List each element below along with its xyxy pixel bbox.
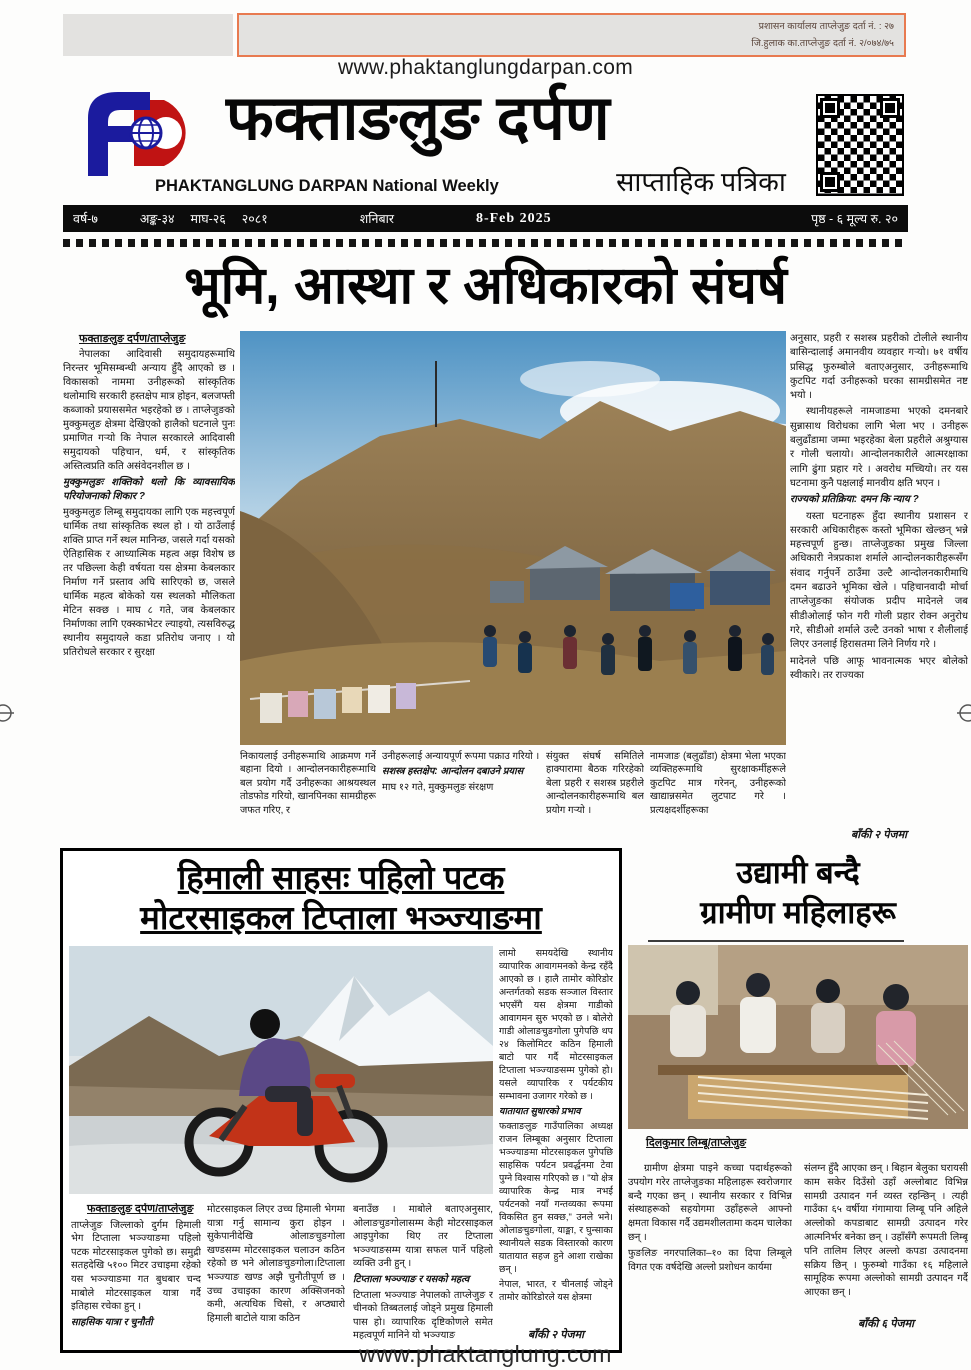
- story1-column-5: [650, 750, 786, 844]
- dateline-en-date: 8-Feb 2025: [475, 210, 552, 226]
- story3-col1-p1: ग्रामीण क्षेत्रमा पाइने कच्चा पदार्थहरूको उपयोग गरेर ताप्लेजुङका महिलाहरू स्वरोजगार बन्दै गएका छन् । स्थानीय सरकार र विभिन्न संस्थाहरूको सहयोगमा उहाँहरूले आफ्नो क्षमता विकास गर्दै उद्यमशीलतामा कदम चालेका छन् ।: [628, 1163, 792, 1243]
- story1-below-c4: नामजाङ (बलुढाँडा) क्षेत्रमा भेला भएका व्यक्तिहरूमाथि सुरक्षाकर्मीहरूले कुटपिट मात्र गरेनन्, उनीहरूको खाद्यान्नसमेत लुटपाट गरे । प्रत्यक्षदर्शीहरूका: [650, 751, 786, 816]
- story2-c-p2: टिप्ताला भञ्ज्याङ नेपालको ताप्लेजुङ र चीनको तिब्बतलाई जोड्ने प्रमुख हिमाली पास हो। व्यापारिक दृष्टिकोणले समेत महत्वपूर्ण मानिने यो भञ्ज्याङ: [353, 1289, 493, 1341]
- website-url-top: www.phaktanglungdarpan.com: [338, 56, 633, 79]
- story1-photo-mountain-village: [240, 331, 786, 745]
- registration-line-2: जि.हुलाक का.ताप्लेजुङ दर्ता नं. २/०७४/७५: [751, 38, 894, 49]
- top-strip-blank: [63, 14, 233, 56]
- scan-mark-right-icon: [957, 702, 971, 729]
- dateline-np-year: २०८१: [241, 212, 268, 226]
- story2-headline: [63, 858, 619, 937]
- story2-d-p3: नेपाल, भारत, र चीनलाई जोड्ने तामोर कोरिडोरले यस क्षेत्रमा: [499, 1278, 613, 1302]
- story3-photo-women-weaving: [628, 945, 968, 1129]
- story2-column-c: [353, 1203, 493, 1341]
- story1-below-c2-p2: माघ १२ गते, मुक्कुमलुङ संरक्षण: [382, 781, 494, 793]
- story2-headline-line1: हिमाली साहसः पहिलो पटक: [177, 859, 505, 896]
- story1-headline: भूमि, आस्था र अधिकारको संघर्ष: [184, 257, 787, 315]
- story2-c-p1: बनाउँछ । माबोले बताएअनुसार, ओलाङचुङगोलासम्म केही मोटरसाइकल आइपुगेका थिए तर टिप्ताला भञ्ज्याङसम्म यात्रा सफल पार्ने पहिलो व्यक्ति उनी हुन् ।: [353, 1204, 493, 1270]
- qr-finder-top-right: [880, 98, 900, 118]
- story3-byline-row: [630, 1136, 968, 1158]
- dateline-year: वर्ष-७: [73, 212, 98, 226]
- story3-col2-p1: संलग्न हुँदै आएका छन् । बिहान बेलुका घरायसी काम सकेर दिउँसो उहाँ अल्लोबाट विभिन्न सामग्री उत्पादन गर्न व्यस्त रहन्छिन् । त्यही गाउँका ६५ वर्षीया गंगामाया लिम्बू पनि अहिले अल्लोको कपडाबाट सामग्री उत्पादन गरेर आत्मनिर्भर बनेका छन् । उहाँसँगै रूपमती लिम्बू पनि तालिम लिएर अल्लो कपडा उत्पादनमा सक्रिय छिन् । फुरुम्बो गाउँका १६ महिलाले सामूहिक रूपमा अल्लोको सामग्री उत्पादन गर्दै आएका छन् ।: [804, 1163, 968, 1299]
- story2-d-p1: लामो समयदेखि स्थानीय व्यापारिक आवागमनको केन्द्र रहँदै आएको छ । हालै तामोर कोरिडोर अन्तर्गतको सडक सञ्जाल विस्तार भएसँगै यस क्षेत्रमा गाडीको आवागमन सुरु भएको छ । बोलेरो गाडी ओलाङचुङगोला पुगेपछि थप २४ किलोमिटर कठिन हिमाली बाटो पार गर्दै मोटरसाइकल टिप्ताला भञ्ज्याङसम्म पुगेको हो। यसले व्यापारिक र पर्यटकीय सम्भावना उजागर गरेको छ ।: [499, 947, 613, 1101]
- story1-below-c1: निकायलाई उनीहरूमाथि आक्रमण गर्ने बहाना दियो । आन्दोलनकारीहरूमाथि बल प्रयोग गर्दै उनीहरूका आश्रयस्थल तोडफोड गरियो, खानपिनका सामग्रीहरू जफत गरिए, र: [240, 751, 376, 816]
- story2-column-d-text: [499, 946, 613, 1323]
- story3-column-1: [628, 1162, 792, 1334]
- dateline-page-price: पृष्ठ - ६ मूल्य रु. २०: [811, 212, 898, 226]
- story3-headline-rule: [648, 940, 904, 942]
- scan-mark-left-icon: [0, 702, 14, 729]
- story1-byline: फक्ताङलुङ दर्पण/ताप्लेजुङ: [79, 333, 186, 345]
- story3-continued-note: बाँकी ६ पेजमा: [857, 1318, 915, 1331]
- registration-box: [237, 13, 906, 57]
- story2-continued-note: बाँकी २ पेजमा: [527, 1329, 585, 1341]
- website-url-bottom: www.phaktanglung.com: [359, 1341, 612, 1367]
- story3-columns: [628, 1162, 968, 1334]
- story2-b: मोटरसाइकल लिएर उच्च हिमाली भेगमा यात्रा गर्नु सामान्य कुरा होइन । सुकेपानीदेखि ओलाङचुङगोला खण्डसम्म मोटरसाइकल चलाउन कठिन रहेको छ भने ओलाङचुङगोला।टिप्ताला भञ्ज्याङ खण्ड अझै चुनौतीपूर्ण छ । उच्च उचाइका कारण अक्सिजनको कमी, अत्यधिक चिसो, र अप्ठ्यारो हिमाली बाटोले यात्रा कठिन: [207, 1204, 345, 1324]
- story3-headline-line1: उद्यामी बन्दै: [736, 855, 860, 890]
- masthead-title: फक्ताङलुङ दर्पण: [226, 84, 610, 153]
- dateline-np-month: माघ-२६: [190, 212, 226, 226]
- masthead-tagline-np: साप्ताहिक पत्रिका: [616, 167, 786, 197]
- story1-column-2: [240, 750, 376, 844]
- fd-logo-icon: [74, 84, 224, 182]
- story1-below-c3: संयुक्त संघर्ष समितिले हाक्पारामा बैठक गरिरहेको बेला प्रहरी र सशस्त्र प्रहरीले आन्दोलनकारीहरूमाथि बल प्रयोग गर्‍यो ।: [546, 751, 644, 816]
- story1-continued-note: बाँकी २ पेजमा: [850, 828, 908, 841]
- rider-helmet: [250, 1009, 280, 1039]
- story3-byline: दिलकुमार लिम्बू/ताप्लेजुङ: [646, 1137, 747, 1149]
- story3-headline: [628, 853, 968, 934]
- story1-column-right: [790, 332, 968, 844]
- story1-left-subhead: मुक्कुमलुङः शक्तिको थलो कि व्यावसायिक परियोजनाको शिकार ?: [63, 477, 235, 502]
- story2-a-p1: ताप्लेजुङ जिल्लाको दुर्गम हिमाली भेग टिप्ताला भञ्ज्याङमा पहिलो पटक मोटरसाइकल पुगेको छ। समुद्री सतहदेखि ५१०० मिटर उचाइमा रहेको यस भञ्ज्याङमा गत बुधबार चन्द माबोले मोटरसाइकल यात्रा गर्दै इतिहास रचेका हुन् ।: [71, 1219, 201, 1313]
- qr-code-icon: [816, 94, 904, 196]
- story1-column-4: [546, 750, 644, 844]
- story3-headline-line2: ग्रामीण महिलाहरू: [700, 895, 896, 931]
- story2-byline: फक्ताङलुङ दर्पण/ताप्लेजुङ: [87, 1203, 194, 1215]
- story3-column-2: [804, 1162, 968, 1334]
- story2-a-subhead: साहसिक यात्रा र चुनौती: [71, 1316, 153, 1328]
- story1-below-c2-subhead: सशस्त्र हस्तक्षेप: आन्दोलन दबाउने प्रयास: [382, 766, 524, 778]
- story2-headline-line2: मोटरसाइकल टिप्ताला भञ्ज्याङमा: [140, 898, 542, 936]
- masthead-tagline-en: PHAKTANGLUNG DARPAN National Weekly: [155, 177, 499, 195]
- story1-right-p1: अनुसार, प्रहरी र सशस्त्र प्रहरीको टोलीले स्थानीय बासिन्दालाई अमानवीय व्यवहार गर्‍यो। ७१ वर्षीय प्रसिद्ध फुरुम्बोले बताएअनुसार, उनीहरूमाथि कुटपिट गर्दा उनीहरूको घरका सामग्रीसमेत नष्ट भयो ।: [790, 333, 968, 402]
- dateline-day: शनिबार: [359, 212, 394, 226]
- dateline-issue: अङ्क-३४: [139, 212, 175, 226]
- story1-left-p2: मुक्कुमलुङ लिम्बू समुदायका लागि एक महत्त्वपूर्ण धार्मिक तथा सांस्कृतिक स्थल हो । यो ठाउँलाई शक्ति प्राप्त गर्ने स्थल मानिन्छ, जसले गर्दा यसको ऐतिहासिक र आध्यात्मिक महत्व अझ विशेष छ तर पछिल्ला केही वर्षयता यस क्षेत्रमा केबलकार निर्माण गर्ने प्रस्ताव अघि सारिएको छ, जसले धार्मिक महत्व बोकेको यस स्थलको मौलिकता मेटिन सक्छ । माघ ८ गते, जब केबलकार निर्माणका लागि एक्स्काभेटर ल्याइयो, त्यसविरुद्ध स्थानीय समुदायले कडा प्रतिरोध जनाए । यो प्रतिरोधले सरकार र सुरक्षा: [63, 507, 235, 658]
- story1-below-c2-p1: उनीहरूलाई अन्यायपूर्ण रूपमा पक्राउ गरियो ।: [382, 751, 540, 762]
- story1-right-p2: स्थानीयहरूले नामजाङमा भएको दमनबारे सुन्नासाथ विरोधका लागि भेला भए । उनीहरू बलुढाँडामा जम्मा भइरहेका बेला प्रहरीले अश्रुग्यास र गोली चलायो। आन्दोलनकारीले आत्मरक्षाका लागि ढुंगा प्रहार गरे । अवरोध मच्चियो। तर यस घटनामा कुनै पक्षलाई मानवीय क्षति भएन ।: [790, 406, 968, 489]
- story1-column-left: [63, 332, 235, 844]
- dotted-separator: [63, 239, 908, 247]
- story2-column-d: [499, 946, 613, 1344]
- story1-right-text: [790, 332, 968, 822]
- story2-column-a: [71, 1203, 201, 1341]
- loom-frame: [658, 1065, 908, 1075]
- story1-right-p4: मादेनले पछि आफू भावनात्मक भएर बोलेको स्वीकारे। तर राज्यका: [790, 655, 968, 681]
- story2-column-b: [207, 1203, 345, 1341]
- story2-d-p2: फक्ताङलुङ गाउँपालिका अध्यक्ष राजन लिम्बूका अनुसार टिप्ताला भञ्ज्याङमा मोटरसाइकल पुगेपछि साहसिक पर्यटन प्रवर्द्धनमा टेवा पुग्ने विश्वास गरिएको छ । "यो क्षेत्र व्यापारिक केन्द्र मात्र नभई पर्यटनको नयाँ गन्तव्यका रूपमा विकसित हुन सक्छ," उनले भने। ओलाङचुङगोला, याङ्मा, र घुन्साका स्थानीयले सडक विस्तारको कारण यातायात सहज हुने आशा राखेका छन् ।: [499, 1120, 613, 1274]
- qr-finder-bottom-left: [820, 172, 840, 192]
- story3-col1-p2: फुङलिङ नगरपालिका–१० का दिपा लिम्बूले विगत एक वर्षदेखि अल्लो प्रशोधन कार्यमा: [628, 1247, 792, 1273]
- registration-line-1: प्रशासन कार्यालय ताप्लेजुङ दर्ता नं. : २७: [758, 20, 894, 32]
- story2-d-subhead: यातायात सुधारको प्रभाव: [499, 1105, 581, 1116]
- story1-right-p3: यस्ता घटनाहरू हुँदा स्थानीय प्रशासन र सरकारी अधिकारीहरू कस्तो भूमिका खेल्छन् भन्ने महत्त्वपूर्ण हुन्छ। ताप्लेजुङका प्रमुख जिल्ला अधिकारी नेत्रप्रकाश शर्माले आन्दोलनकारीहरूसँग संवाद गर्नुपर्ने ठाउँमा उल्टै आन्दोलनकारीमाथि दमन बढाउने भूमिका खेले । पहिचानवादी मोर्चा ताप्लेजुङका संयोजक प्रदीप मादेनले जब सीडीओलाई फोन गरी गोली प्रहार रोक्न अनुरोध गरे, सीडीओ शर्माले उल्टै उनको भाषा र शैलीलाई लिएर उनलाई हिरासतमा लिने निर्णय गरे ।: [790, 510, 968, 651]
- story1-left-p1: नेपालका आदिवासी समुदायहरूमाथि निरन्तर भूमिसम्बन्धी अन्याय हुँदै आएको छ । विकासको नाममा उनीहरूको सांस्कृतिक थलोमाथि सरकारी हस्तक्षेप मात्र होइन, बलजफ्ती कब्जाको प्रयाससमेत भइरहेको छ । ताप्लेजुङको मुक्कुमलुङ क्षेत्रमा देखिएको हालैको घटनाले पुनः प्रमाणित गर्‍यो कि नेपाल सरकारले आदिवासी समुदायको पहिचान, धर्म, र सांस्कृतिक अस्तित्वप्रति कति असंवेदनशील छ ।: [63, 349, 235, 472]
- dateline-bar: [63, 205, 908, 232]
- story2-photo-motorcycle-ice: [69, 946, 493, 1194]
- story2-c-subhead: टिप्ताला भञ्ज्याङ र यसको महत्व: [353, 1273, 470, 1285]
- story1-right-subhead: राज्यको प्रतिक्रिया: दमन कि न्याय ?: [790, 494, 919, 506]
- story2-box: [60, 848, 622, 1353]
- qr-finder-top-left: [820, 98, 840, 118]
- story1-column-3: [382, 750, 540, 844]
